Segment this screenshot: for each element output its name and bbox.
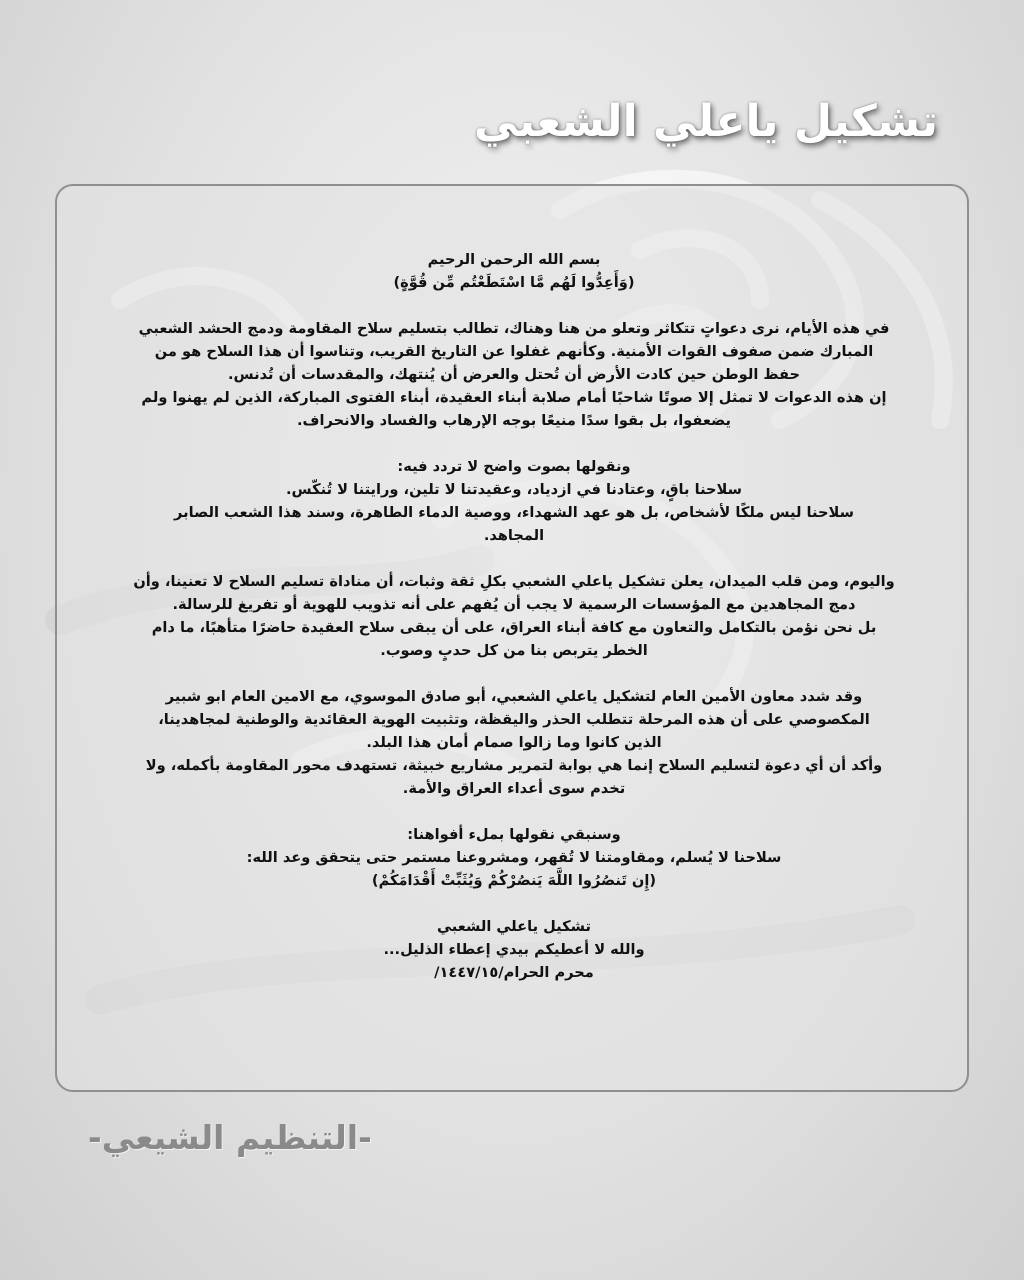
statement-line: بل نحن نؤمن بالتكامل والتعاون مع كافة أبناء العراق، على أن يبقى سلاح العقيدة حاضرًا متأهبًا، ما دام <box>151 619 877 636</box>
statement-line: إن هذه الدعوات لا تمثل إلا صوتًا شاحبًا أمام صلابة أبناء العقيدة، أبناء الفتوى المباركة، الذين لم يهنوا ولم <box>141 389 887 406</box>
statement-line: الذين كانوا وما زالوا صمام أمان هذا البلد. <box>366 734 662 751</box>
statement-line: حفظ الوطن حين كادت الأرض أن تُحتل والعرض أن يُنتهك، والمقدسات أن تُدنس. <box>227 366 801 383</box>
statement-line: وسنبقي نقولها بملء أفواهنا: <box>407 826 621 843</box>
statement-line: المبارك ضمن صفوف القوات الأمنية. وكأنهم غفلوا عن التاريخ القريب، وتناسوا أن هذا السلاح هو من <box>154 343 874 360</box>
statement-line: المكصوصي على أن هذه المرحلة تتطلب الحذر واليقظة، وتثبيت الهوية العقائدية والوطنية لمجاهدينا، <box>158 711 870 728</box>
paragraph-gap <box>77 662 951 685</box>
statement-line: المجاهد. <box>483 527 545 544</box>
statement-line: في هذه الأيام، نرى دعواتٍ تتكاثر وتعلو من هنا وهناك، تطالب بتسليم سلاح المقاومة ودمج الحشد الشعبي <box>138 320 890 337</box>
statement-line: الخطر يتربص بنا من كل حدبٍ وصوب. <box>380 642 648 659</box>
statement-line: محرم الحرام/١٤٤٧/١٥/ <box>434 964 594 981</box>
paragraph-gap <box>77 547 951 570</box>
statement-line: ونقولها بصوت واضح لا تردد فيه: <box>397 458 631 475</box>
statement-line: (وَأَعِدُّوا لَهُم مَّا اسْتَطَعْتُم مِّن قُوَّةٍ) <box>393 274 635 291</box>
statement-line: تخدم سوى أعداء العراق والأمة. <box>402 780 626 797</box>
paragraph-gap <box>77 800 951 823</box>
statement-line: تشكيل ياعلي الشعبي <box>437 918 591 935</box>
statement-line: سلاحنا باقٍ، وعتادنا في ازدياد، وعقيدتنا لا تلين، ورايتنا لا تُنكّس. <box>286 481 742 498</box>
statement-line: وقد شدد معاون الأمين العام لتشكيل ياعلي الشعبي، أبو صادق الموسوي، مع الامين العام ابو شبير <box>165 688 863 705</box>
statement-line: سلاحنا لا يُسلم، ومقاومتنا لا تُقهر، ومشروعنا مستمر حتى يتحقق وعد الله: <box>246 849 782 866</box>
statement-line: (إِن تَنصُرُوا اللَّهَ يَنصُرْكُمْ وَيُثَبِّتْ أَقْدَامَكُمْ) <box>371 872 657 889</box>
statement-line: دمج المجاهدين مع المؤسسات الرسمية لا يجب أن يُفهم على أنه تذويب للهوية أو تفريغ للرسالة. <box>172 596 856 613</box>
statement-line: سلاحنا ليس ملكًا لأشخاص، بل هو عهد الشهداء، ووصية الدماء الطاهرة، وسند هذا الشعب الصابر <box>174 504 854 521</box>
statement-panel <box>55 184 969 1092</box>
statement-line: يضعفوا، بل بقوا سدًا منيعًا بوجه الإرهاب والفساد والانحراف. <box>297 412 731 429</box>
main-title: تشكيل ياعلي الشعبي <box>473 96 938 147</box>
statement-line: بسم الله الرحمن الرحيم <box>427 251 601 268</box>
paragraph-gap <box>77 294 951 317</box>
statement-line: وأكد أن أي دعوة لتسليم السلاح إنما هي بوابة لتمرير مشاريع خبيثة، تستهدف محور المقاومة بأكمله، ولا <box>145 757 883 774</box>
paragraph-gap <box>77 892 951 915</box>
statement-line: والله لا أعطيكم بيدي إعطاء الذليل... <box>383 941 645 958</box>
statement-line: واليوم، ومن قلب الميدان، يعلن تشكيل ياعلي الشعبي بكلِ ثقة وثبات، أن مناداة تسليم السلاح لا تعنينا، وأن <box>133 573 895 590</box>
paragraph-gap <box>77 432 951 455</box>
statement-text <box>77 248 951 984</box>
org-signature: -التنظيم الشيعي- <box>88 1118 372 1157</box>
